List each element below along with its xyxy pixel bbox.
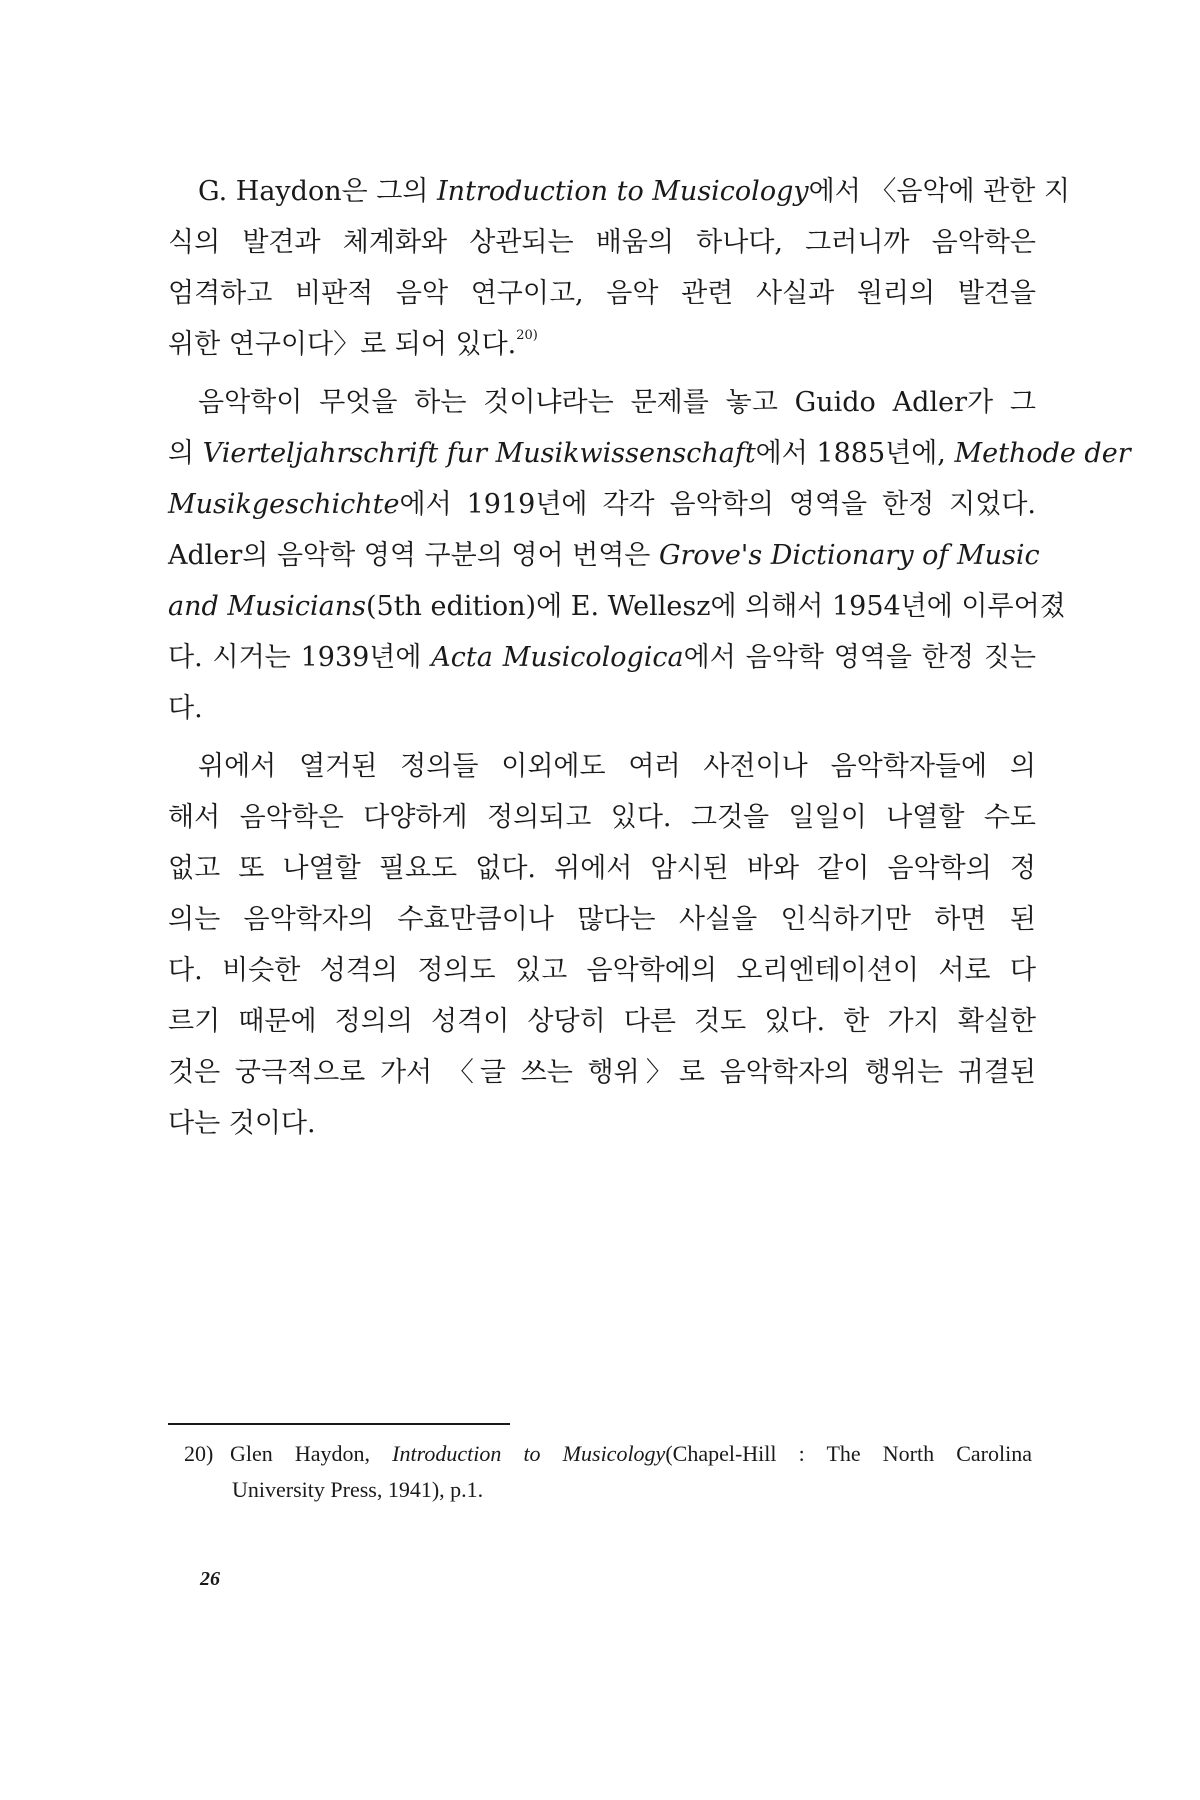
text-line-text: (5th edition)에 E. Wellesz에 의해서 1954년에 이루어졌	[365, 591, 1066, 622]
footnote-line-1	[184, 1436, 1032, 1472]
text-line-italic-title: Vierteljahrschrift fur Musikwissenschaft	[202, 438, 756, 469]
text-line	[168, 945, 1036, 996]
text-line	[168, 530, 1040, 581]
paragraph	[168, 166, 1071, 370]
text-line-italic-title: Musikgeschichte	[168, 489, 400, 520]
text-line-text: 것은 궁극적으로 가서 〈글 쓰는 행위〉로 음악학자의 행위는 귀결된	[168, 1057, 1036, 1088]
footnote-divider	[168, 1423, 510, 1425]
text-line	[168, 632, 1036, 683]
text-line	[168, 319, 1036, 370]
text-line	[168, 996, 1036, 1047]
text-line-text: 위한 연구이다〉로 되어 있다.	[168, 329, 517, 360]
text-line	[168, 683, 1036, 734]
text-line-italic-title: Introduction to Musicology	[437, 176, 809, 207]
text-line	[168, 894, 1036, 945]
text-line-italic-title: Grove's Dictionary of Music	[658, 540, 1040, 571]
footnote-citation-part-1	[230, 1441, 1032, 1466]
text-line-text: 에서 〈음악에 관한 지	[808, 176, 1071, 207]
text-line-italic-title: Methode der	[954, 438, 1131, 469]
text-line	[168, 217, 1036, 268]
text-line-text: 다. 비슷한 성격의 정의도 있고 음악학에의 오리엔테이션이 서로 다	[168, 955, 1036, 986]
text-line-text: G. Haydon은 그의	[198, 176, 438, 207]
text-line-text: 의	[168, 438, 203, 469]
text-line	[168, 792, 1036, 843]
text-line-text: 다는 것이다.	[168, 1108, 316, 1139]
text-line	[168, 1047, 1036, 1098]
text-line	[168, 479, 1036, 530]
text-line	[168, 166, 1071, 217]
footnote-number: 20)	[184, 1441, 214, 1466]
text-line-text: 음악학이 무엇을 하는 것이냐라는 문제를 놓고 Guido Adler가 그	[198, 387, 1036, 418]
footnote-text: Glen Haydon,	[230, 1441, 393, 1466]
footnote-line-2	[184, 1472, 1032, 1508]
footnote-citation-part-2	[232, 1477, 483, 1502]
text-line	[168, 1098, 1036, 1149]
paragraph	[168, 377, 1131, 734]
text-line-text: 해서 음악학은 다양하게 정의되고 있다. 그것을 일일이 나열할 수도	[168, 802, 1036, 833]
text-line	[168, 268, 1036, 319]
text-line	[168, 377, 1036, 428]
footnote-reference: 20)	[516, 328, 538, 343]
paragraph	[168, 741, 1036, 1149]
text-line-text: 르기 때문에 정의의 성격이 상당히 다른 것도 있다. 한 가지 확실한	[168, 1006, 1036, 1037]
text-line-text: 에서 음악학 영역을 한정 짓는	[683, 642, 1036, 673]
text-line-text: 식의 발견과 체계화와 상관되는 배움의 하나다, 그러니까 음악학은	[168, 227, 1036, 258]
text-line-italic-title: and Musicians	[168, 591, 366, 622]
text-line-text: Adler의 음악학 영역 구분의 영어 번역은	[168, 540, 659, 571]
text-line-text: 의는 음악학자의 수효만큼이나 많다는 사실을 인식하기만 하면 된	[168, 904, 1036, 935]
text-line-text: 위에서 열거된 정의들 이외에도 여러 사전이나 음악학자들에 의	[198, 751, 1036, 782]
text-line	[168, 843, 1036, 894]
footnote-text: University Press, 1941), p.1.	[232, 1477, 484, 1502]
body-text	[168, 166, 1131, 1149]
text-line-text: 에서 1885년에,	[755, 438, 955, 469]
text-line-text: 다.	[168, 693, 203, 724]
text-line	[168, 581, 1066, 632]
text-line	[168, 741, 1036, 792]
text-line	[168, 428, 1131, 479]
text-line-italic-title: Acta Musicologica	[431, 642, 684, 673]
page-number: 26	[200, 1568, 220, 1590]
text-line-text: 없고 또 나열할 필요도 없다. 위에서 암시된 바와 같이 음악학의 정	[168, 853, 1036, 884]
text-line-text: 에서 1919년에 각각 음악학의 영역을 한정 지었다.	[399, 489, 1036, 520]
footnote	[184, 1436, 1032, 1508]
text-line-text: 엄격하고 비판적 음악 연구이고, 음악 관련 사실과 원리의 발견을	[168, 278, 1036, 309]
text-line-text: 다. 시거는 1939년에	[168, 642, 432, 673]
footnote-italic-title: Introduction to Musicology	[392, 1441, 666, 1466]
footnote-text: (Chapel-Hill : The North Carolina	[665, 1441, 1032, 1466]
